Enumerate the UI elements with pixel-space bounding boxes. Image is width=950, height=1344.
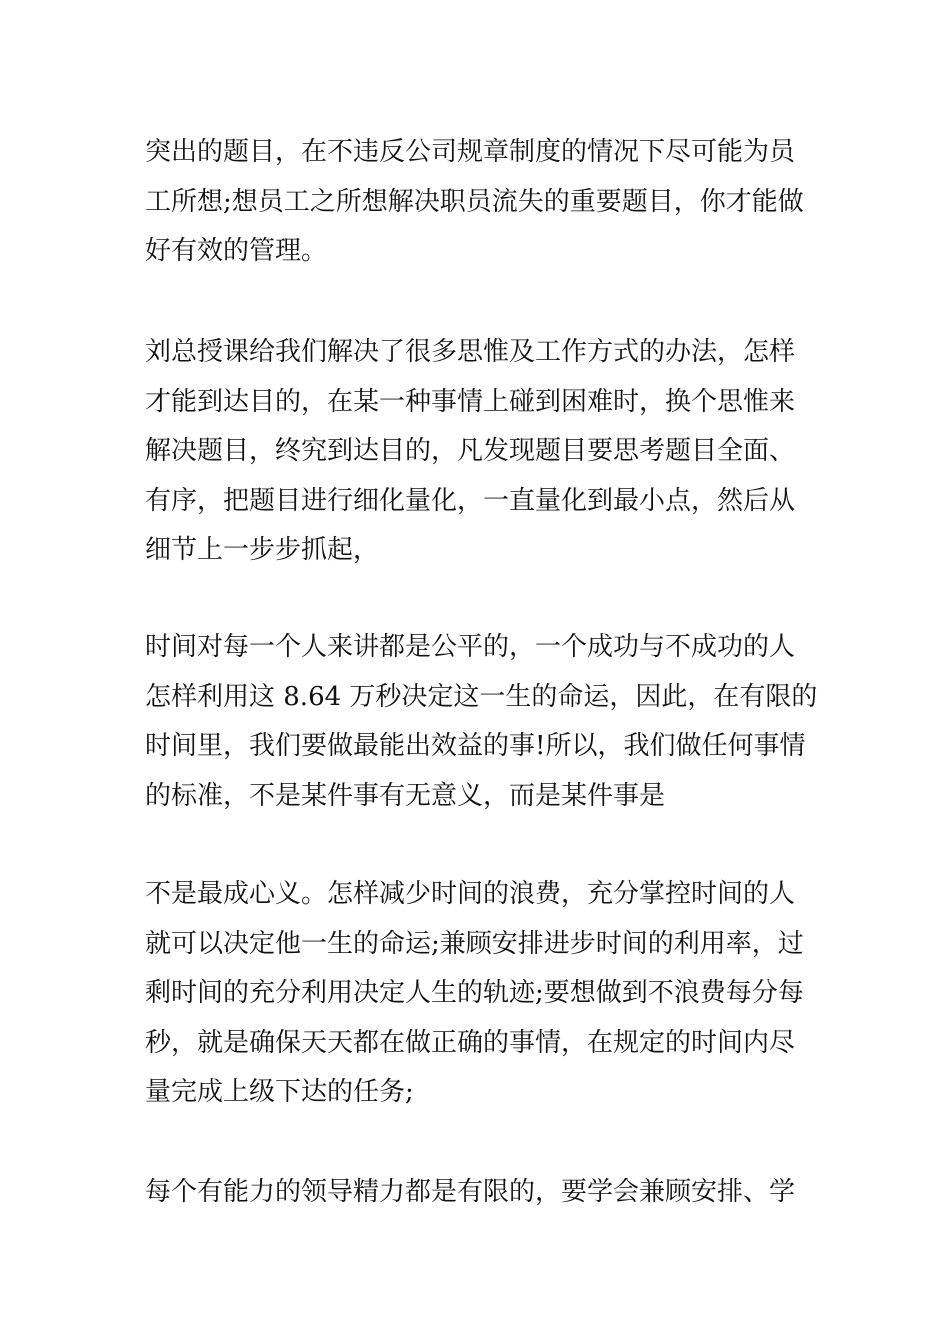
paragraph-2 <box>145 328 810 576</box>
text-line: 刘总授课给我们解决了很多思惟及工作方式的办法，怎样 <box>145 337 796 367</box>
paragraph-1 <box>145 128 810 277</box>
text-line: 怎样利用这 8.64 万秒决定这一生的命运，因此，在有限的 <box>145 681 818 712</box>
text-line: 量完成上级下达的任务; <box>145 1077 414 1107</box>
text-line: 有序，把题目进行细化量化，一直量化到最小点，然后从 <box>145 485 796 516</box>
text-line: 细节上一步步抓起， <box>145 535 380 565</box>
paragraph-3 <box>145 623 818 821</box>
paragraph-5 <box>145 1168 810 1218</box>
text-line: 剩时间的充分利用决定人生的轨迹;要想做到不浪费每分每 <box>145 978 804 1008</box>
text-line: 好有效的管理。 <box>145 236 328 266</box>
text-line: 突出的题目，在不违反公司规章制度的情况下尽可能为员 <box>145 137 796 167</box>
text-line: 工所想;想员工之所想解决职员流失的重要题目，你才能做 <box>145 186 804 217</box>
text-line: 才能到达目的，在某一种事情上碰到困难时，换个思惟来 <box>145 386 796 417</box>
text-line: 每个有能力的领导精力都是有限的，要学会兼顾安排、学 <box>145 1177 796 1207</box>
paragraph-4 <box>145 870 810 1118</box>
text-line: 时间里，我们要做最能出效益的事!所以，我们做任何事情 <box>145 731 806 761</box>
text-line: 解决题目，终究到达目的，凡发现题目要思考题目全面、 <box>145 436 796 466</box>
text-line: 的标准，不是某件事有无意义，而是某件事是 <box>145 780 666 811</box>
text-line: 秒，就是确保天天都在做正确的事情，在规定的时间内尽 <box>145 1027 796 1058</box>
text-line: 就可以决定他一生的命运;兼顾安排进步时间的利用率，过 <box>145 928 804 959</box>
text-line: 时间对每一个人来讲都是公平的，一个成功与不成功的人 <box>145 632 796 662</box>
text-line: 不是最成心义。怎样减少时间的浪费，充分掌控时间的人 <box>145 879 796 909</box>
